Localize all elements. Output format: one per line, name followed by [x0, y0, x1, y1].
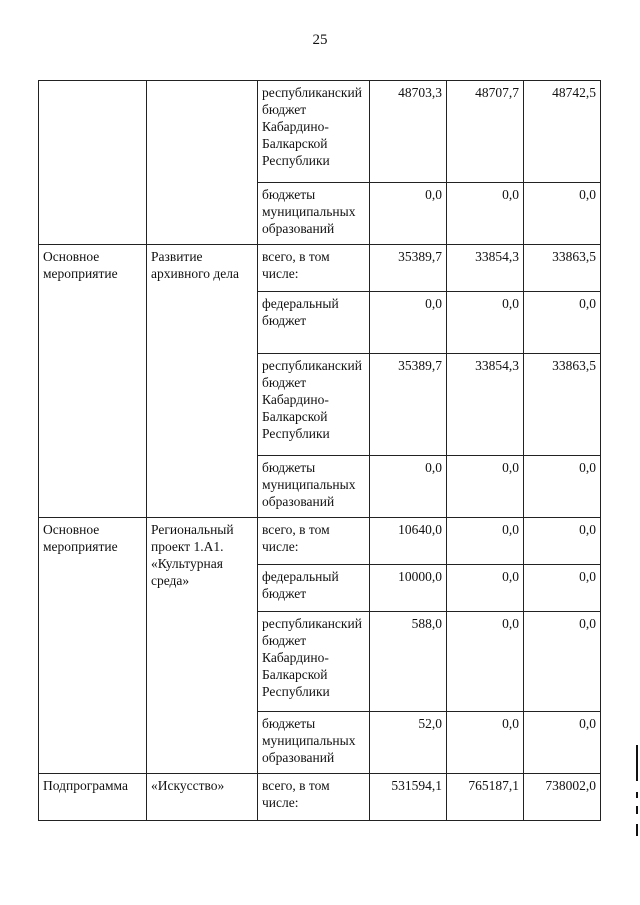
funding-source-cell: федеральный бюджет: [258, 292, 370, 354]
value-cell: 0,0: [370, 456, 447, 518]
value-cell: 0,0: [447, 712, 524, 774]
scan-edge-mark: [636, 806, 638, 814]
value-cell: 33863,5: [524, 354, 601, 456]
value-cell: 10000,0: [370, 565, 447, 612]
funding-source-cell: республиканский бюджет Кабардино-Балкарской Республики: [258, 354, 370, 456]
value-cell: 0,0: [524, 292, 601, 354]
value-cell: 0,0: [447, 612, 524, 712]
value-cell: 0,0: [447, 518, 524, 565]
value-cell: 48703,3: [370, 81, 447, 183]
value-cell: 35389,7: [370, 354, 447, 456]
event-name-cell: Региональный проект 1.А1. «Культурная среда»: [147, 518, 258, 774]
value-cell: 0,0: [524, 612, 601, 712]
event-type-cell: Основное мероприятие: [39, 518, 147, 774]
funding-source-cell: бюджеты муниципальных образований: [258, 712, 370, 774]
page-number: 25: [312, 32, 328, 48]
funding-source-cell: федеральный бюджет: [258, 565, 370, 612]
value-cell: 0,0: [524, 456, 601, 518]
event-name-cell: [147, 81, 258, 245]
value-cell: 0,0: [524, 518, 601, 565]
event-name-cell: Развитие архивного дела: [147, 245, 258, 518]
table-row: [39, 245, 601, 292]
value-cell: 0,0: [447, 292, 524, 354]
value-cell: 48707,7: [447, 81, 524, 183]
value-cell: 52,0: [370, 712, 447, 774]
value-cell: 0,0: [524, 565, 601, 612]
value-cell: 765187,1: [447, 774, 524, 821]
event-name-cell: «Искусство»: [147, 774, 258, 821]
funding-source-cell: бюджеты муниципальных образований: [258, 456, 370, 518]
value-cell: 531594,1: [370, 774, 447, 821]
funding-source-cell: всего, в том числе:: [258, 245, 370, 292]
value-cell: 35389,7: [370, 245, 447, 292]
value-cell: 0,0: [370, 292, 447, 354]
value-cell: 0,0: [524, 183, 601, 245]
table-row: [39, 518, 601, 565]
event-type-cell: [39, 81, 147, 245]
event-type-cell: Подпрограмма: [39, 774, 147, 821]
scan-edge-mark: [636, 745, 638, 781]
funding-source-cell: всего, в том числе:: [258, 774, 370, 821]
value-cell: 33863,5: [524, 245, 601, 292]
value-cell: 10640,0: [370, 518, 447, 565]
budget-table: [38, 80, 601, 821]
value-cell: 0,0: [447, 183, 524, 245]
scan-edge-mark: [636, 824, 638, 836]
funding-source-cell: бюджеты муниципальных образований: [258, 183, 370, 245]
value-cell: 0,0: [447, 456, 524, 518]
value-cell: 48742,5: [524, 81, 601, 183]
value-cell: 33854,3: [447, 245, 524, 292]
value-cell: 0,0: [447, 565, 524, 612]
value-cell: 0,0: [524, 712, 601, 774]
scan-edge-mark: [636, 792, 638, 798]
value-cell: 588,0: [370, 612, 447, 712]
value-cell: 0,0: [370, 183, 447, 245]
table-row: [39, 774, 601, 821]
funding-source-cell: всего, в том числе:: [258, 518, 370, 565]
value-cell: 33854,3: [447, 354, 524, 456]
value-cell: 738002,0: [524, 774, 601, 821]
funding-source-cell: республиканский бюджет Кабардино-Балкарской Республики: [258, 81, 370, 183]
table-row: [39, 81, 601, 183]
event-type-cell: Основное мероприятие: [39, 245, 147, 518]
funding-source-cell: республиканский бюджет Кабардино-Балкарской Республики: [258, 612, 370, 712]
